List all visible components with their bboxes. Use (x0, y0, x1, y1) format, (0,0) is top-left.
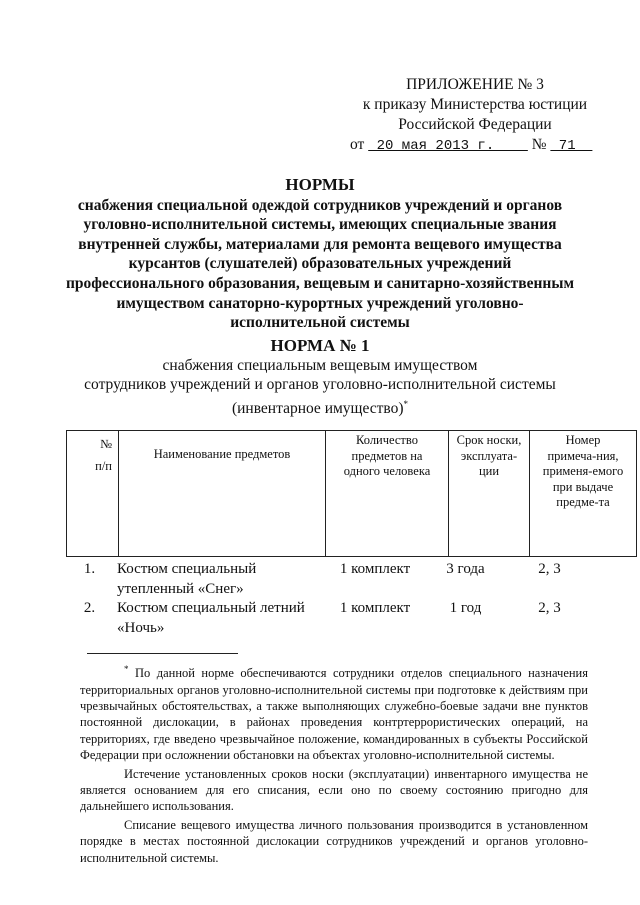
col-header-number-l2: п/п (95, 459, 112, 473)
row-number: 2. (83, 600, 96, 616)
footnote-paragraph: Истечение установленных сроков носки (эксплуатации) инвентарного имущества не является основанием для его списания, если оно по своему состоянию пригодно для дальнейшего использования. (80, 766, 588, 814)
table-row (66, 560, 596, 599)
table-row (66, 599, 596, 638)
row-number: 1. (83, 561, 96, 577)
norm-line: снабжения специальным вещевым имуществом (162, 356, 478, 374)
row-note: 2, 3 (538, 600, 561, 616)
row-term: 3 года (446, 561, 485, 577)
row-note: 2, 3 (538, 561, 561, 577)
col-header-note: Номер примеча-ния, применя-емого при выдаче предме-та (530, 431, 637, 557)
footnote-paragraph (80, 661, 588, 764)
footnote-marker: * (124, 664, 129, 674)
col-header-quantity: Количество предметов на одного человека (326, 431, 449, 557)
title-line: профессионального образования, вещевым и санитарно-хозяйственным (65, 274, 575, 292)
footnote-marker: * (403, 398, 409, 409)
appendix-order-ref: к приказу Министерства юстиции (362, 96, 588, 113)
row-item-name (113, 560, 322, 599)
col-header-name: Наименование предметов (119, 431, 326, 557)
footnote-text: По данной норме обеспечиваются сотрудники отделов специального назначения территориальных органов уголовно-исполнительной системы при подготовке к действиям при чрезвычайных обстоятельствах, а также выполняющих служебно-боевые задачи вне пунктов постоянной дислокации, в районах проведения контртеррористических операций, на территориях, где введено чрезвычайное положение, командированных в субъекты Российской Федерации при осложнении обстановки на объектах уголовно-исполнительной системы. (80, 666, 588, 763)
appendix-federation: Российской Федерации (398, 116, 552, 133)
row-item-name-l2: «Ночь» (117, 619, 165, 636)
norm-table-body (66, 560, 596, 638)
footnote-divider (87, 653, 238, 654)
title-line: исполнительной системы (230, 314, 410, 332)
row-quantity: 1 комплект (339, 600, 411, 616)
norm-heading-block (60, 336, 580, 418)
order-number: 71 (550, 138, 593, 154)
norm-line: сотрудников учреждений и органов уголовно-исполнительной системы (84, 376, 556, 393)
date-prefix: от (350, 136, 365, 153)
row-item-name-l2: утепленный «Снег» (117, 580, 244, 597)
document-title (60, 175, 580, 333)
order-date: 20 мая 2013 г. (368, 138, 528, 154)
row-item-name-l1: Костюм специальный (117, 561, 257, 577)
title-line: имуществом санаторно-курортных учреждений уголовно- (116, 294, 524, 312)
norm-line (60, 395, 580, 419)
row-item-name-l1: Костюм специальный летний (117, 600, 305, 616)
norm-table-header (66, 430, 637, 557)
row-item-name (113, 599, 322, 638)
title-line: курсантов (слушателей) образовательных учреждений (128, 255, 512, 273)
title-line: снабжения специальной одеждой сотрудников учреждений и органов (77, 196, 563, 214)
row-quantity: 1 комплект (339, 561, 411, 577)
appendix-header (330, 75, 620, 156)
title-line: внутренней службы, материалами для ремонта вещевого имущества (78, 235, 562, 253)
norm-heading: НОРМА № 1 (270, 336, 370, 355)
col-header-term: Срок носки, эксплуата-ции (449, 431, 530, 557)
title-line: уголовно-исполнительной системы, имеющих специальные звания (83, 216, 557, 234)
row-term: 1 год (449, 600, 482, 616)
appendix-number: ПРИЛОЖЕНИЕ № 3 (406, 76, 544, 93)
norm-subtitle: (инвентарное имущество) (231, 399, 404, 417)
col-header-number (67, 431, 119, 557)
number-prefix: № (531, 136, 547, 153)
col-header-number-l1: № (100, 437, 112, 451)
footnotes (80, 661, 588, 868)
title-heading: НОРМЫ (285, 175, 355, 194)
appendix-date-line (330, 135, 620, 156)
footnote-paragraph: Списание вещевого имущества личного пользования производится в установленном порядке в местах постоянной дислокации сотрудников учреждений и органов уголовно-исполнительной системы. (80, 817, 588, 865)
